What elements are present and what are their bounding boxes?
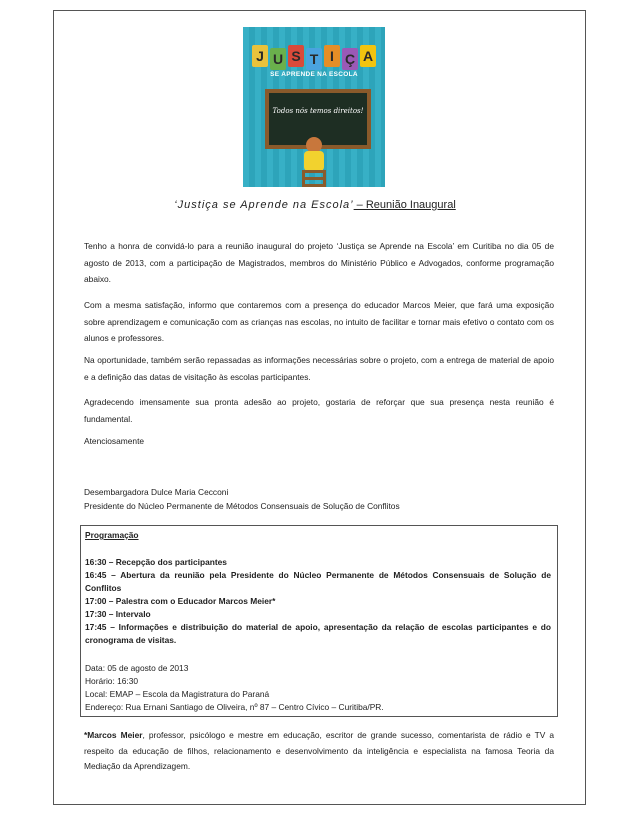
chalkboard-text: Todos nós temos direitos!: [272, 107, 364, 115]
footnote: [84, 728, 554, 775]
logo-letter-block: T: [306, 48, 322, 70]
program-schedule: [85, 556, 551, 647]
program-box: [80, 525, 558, 717]
logo-letter-block: U: [270, 48, 286, 70]
signature-role: Presidente do Núcleo Permanente de Métodos Consensuais de Solução de Conflitos: [84, 501, 400, 511]
event-address: Endereço: Rua Ernani Santiago de Oliveira, nº 87 – Centro Cívico – Curitiba/PR.: [85, 702, 384, 712]
event-info: [85, 662, 551, 714]
document-title: [80, 199, 550, 211]
schedule-item: 17:30 – Intervalo: [85, 609, 151, 619]
project-logo: [243, 27, 385, 187]
logo-letter-block: S: [288, 45, 304, 67]
title-event-name: – Reunião Inaugural: [353, 199, 456, 211]
footnote-text: , professor, psicólogo e mestre em educação, escritor de grande sucesso, comentarista de rádio e TV a respeito da educação de filhos, relacionamento e desenvolvimento da inteligência e especialista na famosa Teoria da Mediação da Aprendizagem.: [84, 730, 554, 771]
program-title: Programação: [85, 530, 139, 540]
stool-illustration: [302, 170, 326, 187]
logo-letter-block: J: [252, 45, 268, 67]
paragraph: Agradecendo imensamente sua pronta adesão ao projeto, gostaria de reforçar que sua presença nesta reunião é fundamental.: [84, 397, 554, 424]
schedule-item: 16:45 – Abertura da reunião pela Presidente do Núcleo Permanente de Métodos Consensuais de Solução de Conflitos: [85, 570, 551, 593]
event-location: Local: EMAP – Escola da Magistratura do Paraná: [85, 689, 270, 699]
footnote-name: *Marcos Meier: [84, 730, 143, 740]
schedule-item: 17:00 – Palestra com o Educador Marcos Meier*: [85, 596, 276, 606]
logo-letter-block: A: [360, 45, 376, 67]
schedule-item: 16:30 – Recepção dos participantes: [85, 557, 227, 567]
event-date: Data: 05 de agosto de 2013: [85, 663, 189, 673]
paragraph: Na oportunidade, também serão repassadas as informações necessárias sobre o projeto, com a entrega de material de apoio e a definição das datas de visitação às escolas participantes.: [84, 355, 554, 382]
paragraph: Tenho a honra de convidá-lo para a reunião inaugural do projeto ‘Justiça se Aprende na Escola’ em Curitiba no dia 05 de agosto de 2013, com a participação de Magistrados, membros do Ministério Público e Advogados, conforme programação abaixo.: [84, 241, 554, 284]
schedule-item: 17:45 – Informações e distribuição do material de apoio, apresentação da relação de escolas participantes e do cronograma de visitas.: [85, 622, 551, 645]
logo-letter-block: I: [324, 45, 340, 67]
logo-letter-blocks: [250, 45, 378, 71]
logo-letter-block: Ç: [342, 48, 358, 70]
event-time: Horário: 16:30: [85, 676, 139, 686]
title-project-name: ‘Justiça se Aprende na Escola’: [174, 199, 354, 211]
child-body-illustration: [304, 151, 324, 171]
paragraph: Com a mesma satisfação, informo que contaremos com a presença do educador Marcos Meier, que fará uma exposição sobre aprendizagem e comunicação com as crianças nas escolas, no intuito de facilitar e tornar mais efetivo o contato com os alunos e professores.: [84, 300, 554, 343]
closing: Atenciosamente: [84, 436, 145, 446]
signature-name: Desembargadora Dulce Maria Cecconi: [84, 487, 229, 497]
logo-tagline: SE APRENDE NA ESCOLA: [270, 71, 358, 78]
